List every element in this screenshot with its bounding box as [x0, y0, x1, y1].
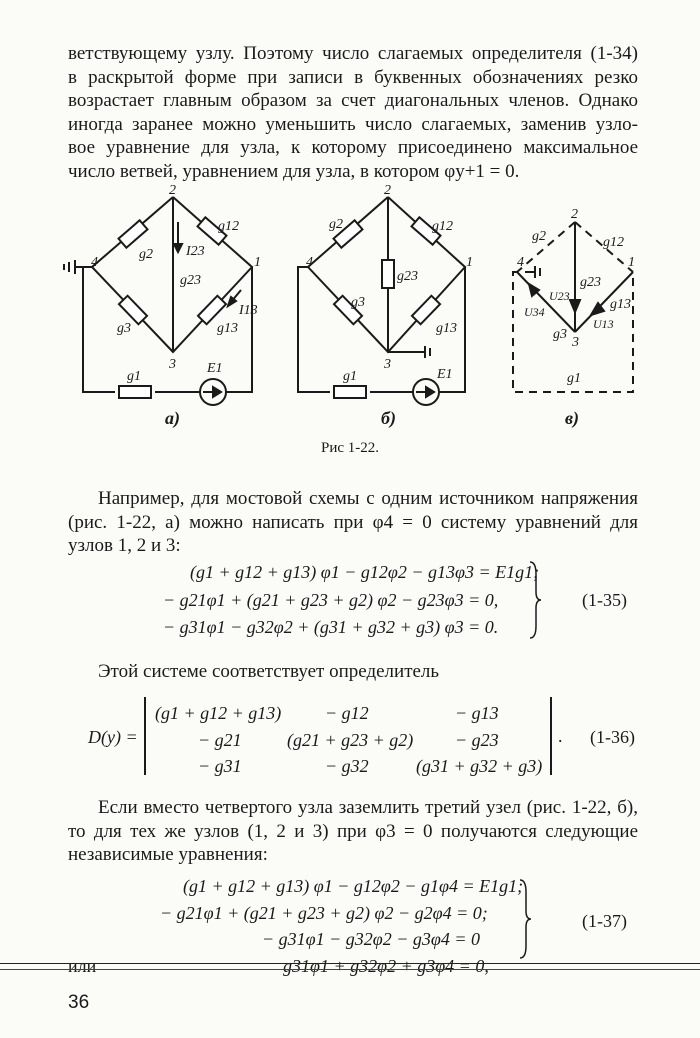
equation-number: (1-36): [590, 727, 635, 747]
panel-label: а): [165, 408, 180, 428]
branch-label: g1: [343, 369, 357, 384]
node-label: 2: [384, 183, 391, 198]
brace: [518, 878, 532, 965]
text-line: число ветвей, уравнением для узла, в котором φу+1 = 0.: [68, 160, 520, 182]
determinant-cell: − g21: [198, 730, 242, 750]
paragraph-1: [68, 42, 638, 183]
equation-number: (1-37): [582, 911, 627, 931]
branch-label: g3: [553, 327, 567, 342]
text-line: Если вместо четвертого узла заземлить третий узел (рис. 1-22, б),: [98, 797, 638, 818]
text-line: независимые уравнения:: [68, 844, 268, 865]
source-label: E1: [437, 367, 453, 382]
text-line: Например, для мостовой схемы с одним источником напряжения: [98, 488, 638, 509]
branch-label: g13: [610, 297, 631, 312]
branch-label: g2: [139, 247, 153, 262]
branch-label: g1: [567, 371, 581, 386]
node-label: 1: [628, 255, 635, 270]
branch-label: g12: [432, 219, 453, 234]
determinant-cell: − g23: [455, 730, 499, 750]
equation-line: − g31φ1 − g32φ2 − g3φ4 = 0: [262, 929, 480, 949]
branch-label: g1: [127, 369, 141, 384]
right-brace-icon: [518, 878, 532, 960]
text-line: Этой системе соответствует определитель: [98, 661, 440, 682]
node-label: 2: [571, 207, 578, 222]
text-line: узлов 1, 2 и 3:: [68, 535, 181, 556]
source-label: E1: [207, 361, 223, 376]
figure-caption: Рис 1-22.: [320, 440, 380, 456]
node-label: 1: [466, 255, 473, 270]
determinant-cell: (g21 + g23 + g2): [287, 730, 414, 750]
determinant-cell: − g31: [198, 756, 242, 776]
node-label: 4: [306, 255, 313, 270]
text-line: в раскрытой форме при записи в буквенных обозначениях резко: [68, 66, 638, 88]
branch-label: g23: [397, 269, 418, 284]
current-label: I13: [239, 303, 258, 318]
determinant-cell: − g32: [325, 756, 369, 776]
cut-text-right: g31φ1 + g32φ2 + g3φ4 = 0,: [283, 956, 489, 976]
text-line: вое уравнение для узла, к которому присоединено максимальное: [68, 137, 638, 158]
branch-label: g3: [117, 321, 131, 336]
branch-label: g12: [603, 235, 624, 250]
determinant-bar-right: [550, 697, 552, 775]
equation-line: − g21φ1 + (g21 + g23 + g2) φ2 − g23φ3 = 0,: [163, 590, 499, 610]
text-line: (рис. 1-22, а) можно написать при φ4 = 0 систему уравнений для: [68, 511, 638, 533]
text-line: возрастает главным образом за счет диагональных членов. Однако: [68, 90, 638, 111]
text-line: иногда заранее можно уменьшить число слагаемых, заменив узло-: [68, 113, 638, 135]
equation-line: (g1 + g12 + g13) φ1 − g12φ2 − g13φ3 = E1g1;: [190, 562, 540, 582]
determinant-cell: (g31 + g32 + g3): [416, 756, 543, 776]
paragraph-3: [68, 660, 638, 684]
branch-label: g23: [180, 273, 201, 288]
node-label: 2: [169, 183, 176, 198]
text-line: ветствующему узлу. Поэтому число слагаемых определителя (1-34): [68, 43, 638, 64]
determinant-bar-left: [144, 697, 146, 775]
determinant-cell: − g13: [455, 703, 499, 723]
node-label: 4: [517, 255, 524, 270]
node-label: 3: [572, 335, 579, 350]
branch-label: g12: [218, 219, 239, 234]
equation-line: (g1 + g12 + g13) φ1 − g12φ2 − g1φ4 = E1g1;: [183, 876, 524, 896]
node-label: 3: [384, 357, 391, 372]
paragraph-2: [68, 487, 638, 558]
equation-number: (1-35): [582, 590, 627, 610]
current-label: I23: [186, 244, 205, 259]
branch-label: g13: [217, 321, 238, 336]
page-number: 36: [68, 992, 90, 1013]
determinant-cell: − g12: [325, 703, 369, 723]
branch-label: g3: [351, 295, 365, 310]
right-brace-icon: [528, 560, 542, 640]
voltage-label: U13: [593, 317, 614, 331]
paragraph-4: [68, 796, 638, 867]
branch-label: g2: [532, 229, 546, 244]
determinant-lhs: D(у) =: [88, 727, 138, 747]
branch-label: g2: [329, 217, 343, 232]
determinant-cell: (g1 + g12 + g13): [155, 703, 282, 723]
node-label: 4: [91, 255, 98, 270]
figure-1-22: [55, 182, 655, 432]
equation-line: − g31φ1 − g32φ2 + (g31 + g32 + g3) φ3 = 0.: [163, 617, 499, 637]
branch-label: g13: [436, 321, 457, 336]
node-label: 1: [254, 255, 261, 270]
cut-text-left: или: [68, 956, 97, 976]
period: .: [558, 726, 563, 746]
voltage-label: U34: [524, 305, 545, 319]
voltage-label: U23: [549, 289, 570, 303]
scan-line: [0, 969, 700, 970]
scan-line: [0, 963, 700, 964]
node-label: 3: [169, 357, 176, 372]
branch-label: g23: [580, 275, 601, 290]
panel-label: б): [381, 408, 396, 428]
text-line: то для тех же узлов (1, 2 и 3) при φ3 = 0 получаются следующие: [68, 820, 638, 842]
equation-line: − g21φ1 + (g21 + g23 + g2) φ2 − g2φ4 = 0;: [160, 903, 488, 923]
panel-label: в): [565, 408, 580, 428]
brace: [528, 560, 542, 645]
